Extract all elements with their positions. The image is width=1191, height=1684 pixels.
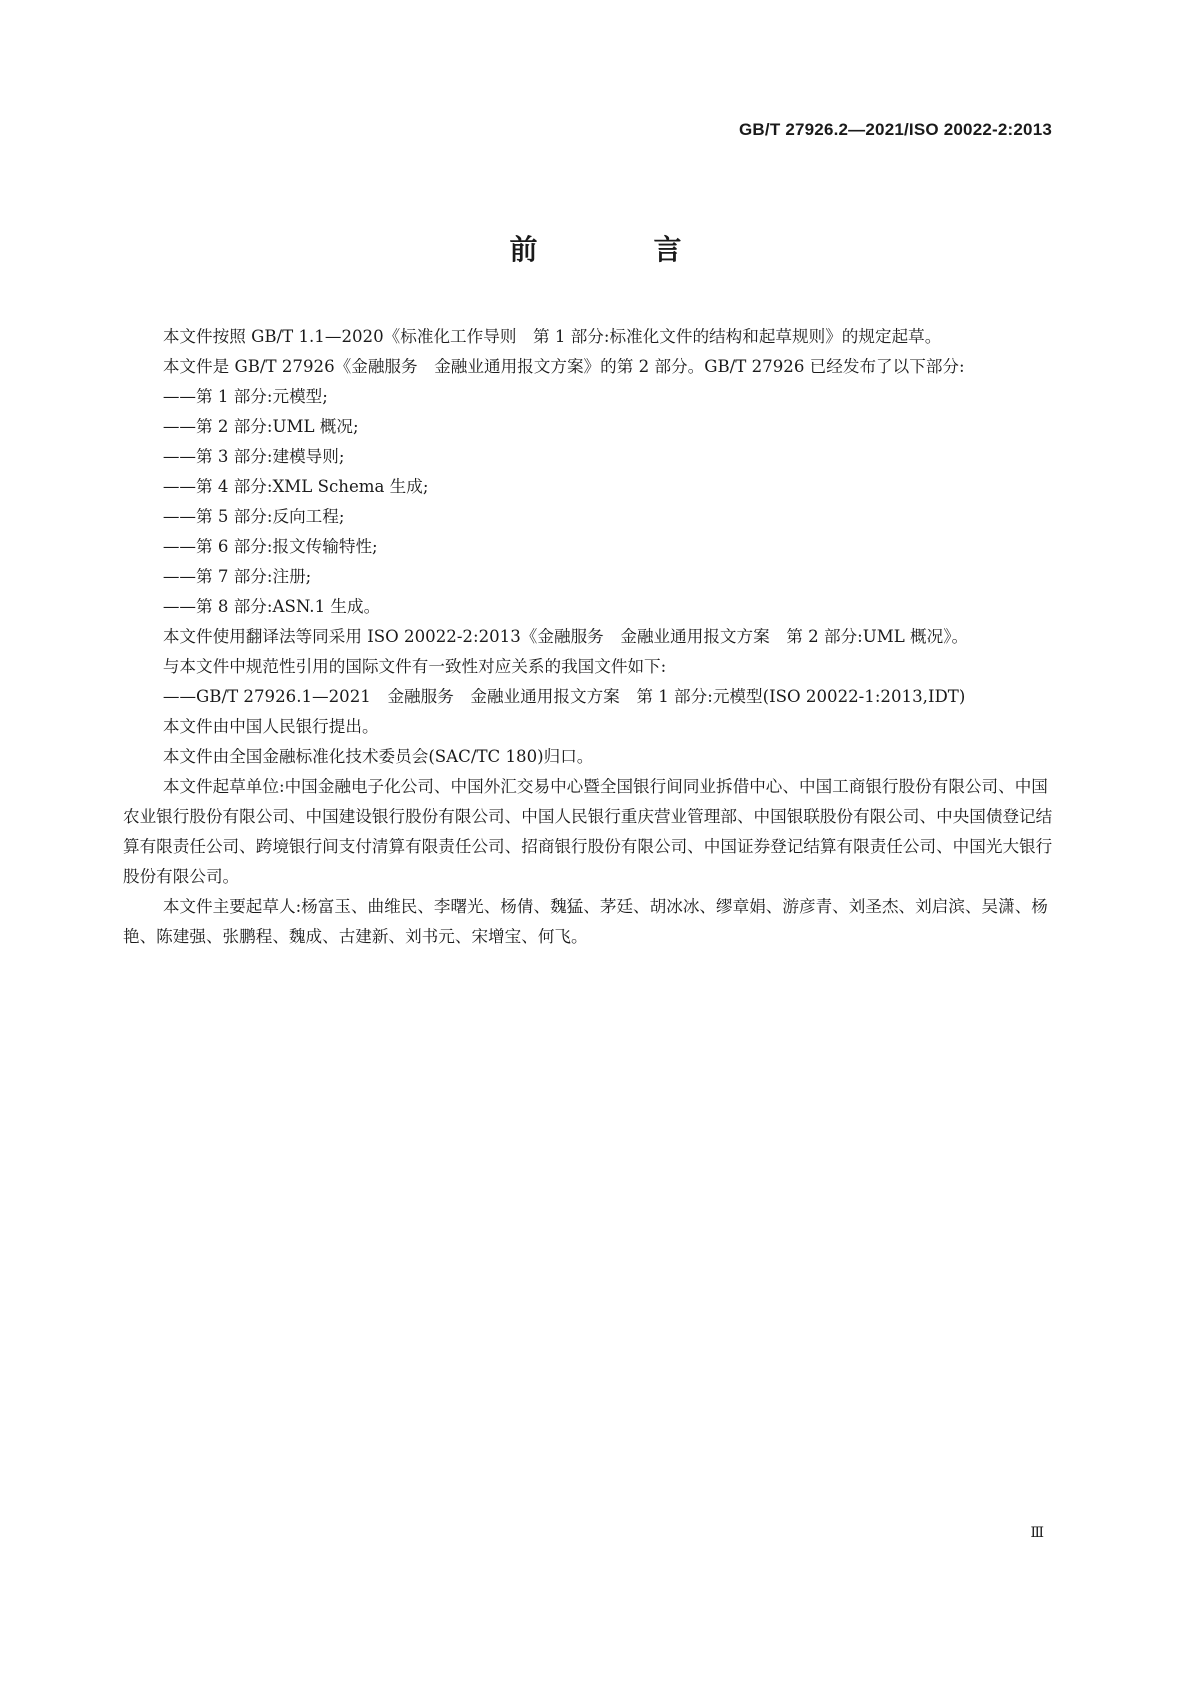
paragraph-adoption: 本文件使用翻译法等同采用 ISO 20022-2:2013《金融服务 金融业通用报文方案 第 2 部分:UML 概况》。 — [162, 627, 969, 646]
paragraph-proposer: 本文件由中国人民银行提出。 — [162, 717, 379, 736]
paragraph-drafters: 本文件主要起草人:杨富玉、曲维民、李曙光、杨倩、魏猛、茅廷、胡冰冰、缪章娟、游彦青、刘圣杰、刘启滨、吴潇、杨艳、陈建强、张鹏程、魏成、古建新、刘书元、宋增宝、何飞。 — [123, 897, 1048, 946]
part-list-item: ——第 6 部分:报文传输特性; — [162, 537, 378, 556]
standard-code-header: GB/T 27926.2—2021/ISO 20022-2:2013 — [739, 120, 1052, 139]
foreword-body — [123, 322, 1053, 952]
paragraph-correspondence: 与本文件中规范性引用的国际文件有一致性对应关系的我国文件如下: — [162, 657, 667, 676]
reference-list-item: ——GB/T 27926.1—2021 金融服务 金融业通用报文方案 第 1 部分:元模型(ISO 20022-1:2013,IDT) — [162, 687, 966, 706]
page-title: 前 言 — [509, 233, 726, 266]
paragraph-drafting-rules: 本文件按照 GB/T 1.1—2020《标准化工作导则 第 1 部分:标准化文件的结构和起草规则》的规定起草。 — [162, 327, 942, 346]
paragraph-committee: 本文件由全国金融标准化技术委员会(SAC/TC 180)归口。 — [162, 747, 594, 766]
part-list-item: ——第 3 部分:建模导则; — [162, 447, 345, 466]
part-list-item: ——第 5 部分:反向工程; — [162, 507, 345, 526]
part-list-item: ——第 7 部分:注册; — [162, 567, 312, 586]
part-list-item: ——第 2 部分:UML 概况; — [162, 417, 359, 436]
page-number: Ⅲ — [1030, 1525, 1043, 1541]
paragraph-drafting-units: 本文件起草单位:中国金融电子化公司、中国外汇交易中心暨全国银行间同业拆借中心、中国工商银行股份有限公司、中国农业银行股份有限公司、中国建设银行股份有限公司、中国人民银行重庆营业管理部、中国银联股份有限公司、中央国债登记结算有限责任公司、跨境银行间支付清算有限责任公司、招商银行股份有限公司、中国证券登记结算有限责任公司、中国光大银行股份有限公司。 — [123, 777, 1053, 886]
part-list-item: ——第 8 部分:ASN.1 生成。 — [162, 597, 381, 616]
part-list-item: ——第 4 部分:XML Schema 生成; — [162, 477, 429, 496]
paragraph-series-overview: 本文件是 GB/T 27926《金融服务 金融业通用报文方案》的第 2 部分。GB/T 27926 已经发布了以下部分: — [162, 357, 965, 376]
part-list-item: ——第 1 部分:元模型; — [162, 387, 328, 406]
